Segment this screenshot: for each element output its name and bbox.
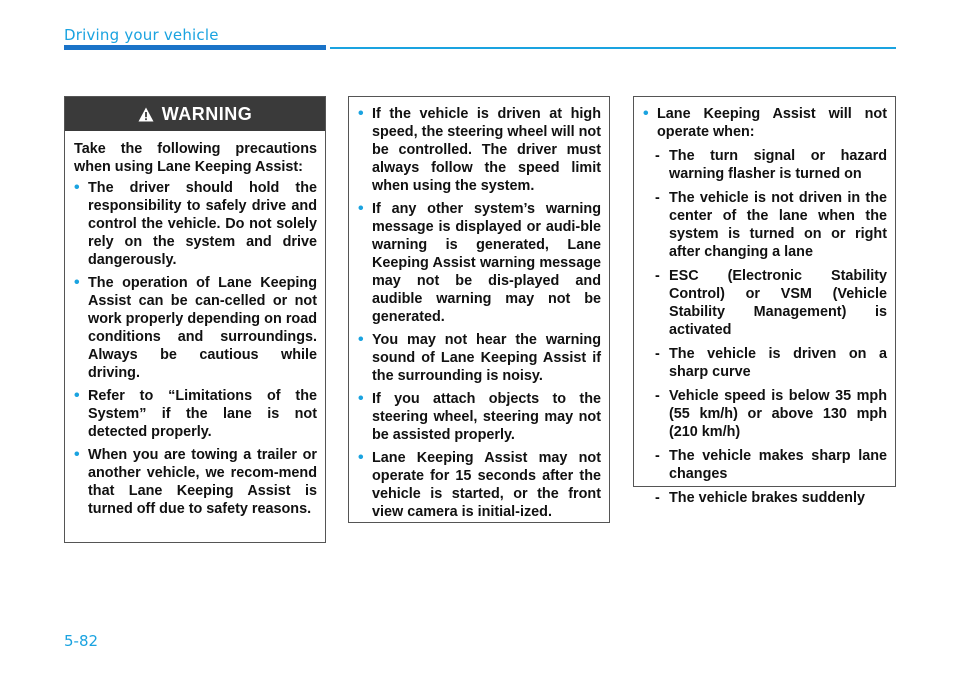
middle-notice-box xyxy=(348,96,610,523)
condition-text: The turn signal or hazard warning flasher is turned on xyxy=(669,148,887,182)
warning-bullet: • When you are towing a trailer or another vehicle, we recom-mend that Lane Keeping Assist is turned off due to safety reasons. xyxy=(74,446,317,518)
dash-mark: - xyxy=(655,490,660,506)
condition-item xyxy=(643,147,887,183)
warning-bullet: • The driver should hold the responsibility to safely drive and control the vehicle. Do not solely rely on the system and drive dangerously. xyxy=(74,179,317,269)
notice-bullet: • If you attach objects to the steering wheel, steering may not be assisted properly. xyxy=(358,390,601,444)
page-number: 5-82 xyxy=(64,632,99,650)
dash-mark: - xyxy=(655,148,660,164)
notice-bullet: • If any other system’s warning message is displayed or audi-ble warning is generated, Lane Keeping Assist warning message may not be dis-played and audible warning may not be generated. xyxy=(358,200,601,326)
condition-text: The vehicle is driven on a sharp curve xyxy=(669,346,887,380)
condition-item xyxy=(643,489,887,507)
warning-header xyxy=(65,97,325,131)
condition-text: The vehicle brakes suddenly xyxy=(669,490,865,506)
notice-bullet: • You may not hear the warning sound of Lane Keeping Assist if the surrounding is noisy. xyxy=(358,331,601,385)
notice-bullet: • If the vehicle is driven at high speed, the steering wheel will not be controlled. The driver must always follow the speed limit when using the system. xyxy=(358,105,601,195)
warning-box xyxy=(64,96,326,543)
condition-text: ESC (Electronic Stability Control) or VSM (Vehicle Stability Management) is activated xyxy=(669,268,887,338)
right-notice-box xyxy=(633,96,896,506)
warning-triangle-icon xyxy=(138,107,154,122)
condition-item xyxy=(643,189,887,261)
condition-text: The vehicle is not driven in the center of the lane when the system is turned on or right after changing a lane xyxy=(669,190,887,260)
warning-bullet: • Refer to “Limitations of the System” if the lane is not detected properly. xyxy=(74,387,317,441)
condition-text: Vehicle speed is below 35 mph (55 km/h) or above 130 mph (210 km/h) xyxy=(669,388,887,440)
condition-item xyxy=(643,387,887,441)
dash-mark: - xyxy=(655,268,660,284)
condition-item xyxy=(643,267,887,339)
section-title: Driving your vehicle xyxy=(64,26,219,44)
header-rule-thick xyxy=(64,45,326,50)
dash-mark: - xyxy=(655,388,660,404)
dash-mark: - xyxy=(655,448,660,464)
notice-bullet: • Lane Keeping Assist may not operate for 15 seconds after the vehicle is started, or the front view camera is initial-ized. xyxy=(358,449,601,521)
warning-intro: Take the following precautions when using Lane Keeping Assist: xyxy=(74,141,317,175)
condition-item xyxy=(643,447,887,483)
warning-title: WARNING xyxy=(161,104,253,124)
warning-bullet: • The operation of Lane Keeping Assist can be can-celled or not work properly depending on road conditions and surroundings. Always be cautious while driving. xyxy=(74,274,317,382)
dash-mark: - xyxy=(655,346,660,362)
condition-text: The vehicle makes sharp lane changes xyxy=(669,448,887,482)
condition-item xyxy=(643,345,887,381)
dash-mark: - xyxy=(655,190,660,206)
header-rule-thin xyxy=(330,47,896,49)
notice-bullet: • Lane Keeping Assist will not operate when: xyxy=(643,105,887,141)
